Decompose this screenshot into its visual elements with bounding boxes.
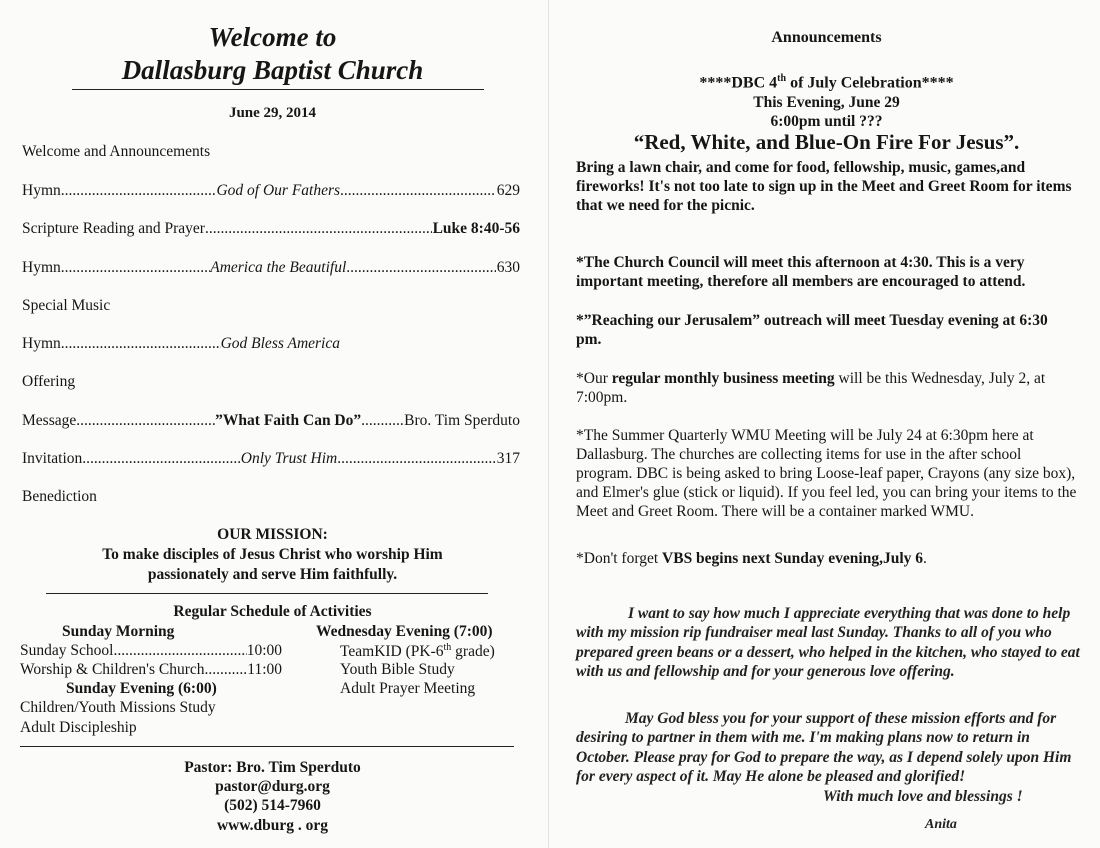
announcement-outreach: *”Reaching our Jerusalem” outreach will meet Tuesday evening at 6:30 pm. [576, 312, 1048, 348]
scripture-reference: Luke 8:40-56 [432, 220, 520, 237]
leader-dots [61, 335, 221, 353]
order-item [22, 335, 340, 353]
order-item [22, 488, 520, 506]
order-item [22, 373, 520, 391]
bulletin-right-page [553, 0, 1100, 848]
schedule-time: 11:00 [247, 661, 282, 678]
order-label: Benediction [22, 488, 97, 505]
leader-dots [337, 450, 496, 468]
event-date: This Evening, June 29 [753, 94, 900, 111]
order-item [22, 143, 520, 161]
mission-line-1: To make disciples of Jesus Christ who worship Him [102, 546, 443, 563]
order-label: Hymn [22, 335, 61, 352]
leader-dots [346, 259, 495, 277]
ordinal-suffix: th [777, 73, 787, 84]
mission-rule [46, 593, 488, 594]
order-label: Welcome and Announcements [22, 143, 211, 160]
order-label: Special Music [22, 297, 111, 314]
page-fold [548, 0, 549, 848]
hymn-title: God Bless America [220, 335, 340, 352]
schedule-item [20, 642, 282, 660]
order-label: Hymn [22, 182, 61, 199]
order-item [22, 220, 520, 238]
leader-dots [61, 182, 217, 200]
mission-heading: OUR MISSION: [217, 526, 328, 543]
order-label: Invitation [22, 450, 83, 467]
leader-dots [205, 220, 432, 238]
business-emphasis: regular monthly business meeting [611, 370, 835, 387]
announcement-vbs [576, 549, 1078, 568]
title-rule [72, 89, 484, 90]
schedule-children-youth: Children/Youth Missions Study [20, 699, 216, 716]
schedule-item [20, 661, 282, 679]
hymn-number: 630 [496, 259, 520, 276]
vbs-emphasis: VBS begins next Sunday evening,July 6 [662, 550, 924, 567]
hymn-number: 629 [496, 182, 521, 199]
event-title-end: of July Celebration**** [786, 74, 954, 92]
pastor-name: Pastor: Bro. Tim Sperduto [184, 759, 361, 776]
event-title [553, 73, 1100, 92]
hymn-title: Only Trust Him [240, 450, 338, 467]
hymn-title: America the Beautiful [210, 259, 347, 276]
church-name: Dallasburg Baptist Church [121, 55, 424, 85]
leader-dots [82, 450, 241, 468]
order-label: Message [22, 412, 77, 429]
announcement-business-meeting [576, 369, 1072, 407]
order-label: Scripture Reading and Prayer [22, 220, 205, 237]
letter-signature: Anita [925, 817, 957, 832]
title-line-1: Welcome to [208, 22, 337, 52]
order-label: Hymn [22, 259, 61, 276]
church-website: www.dburg . org [216, 817, 329, 834]
order-item [22, 450, 520, 468]
order-label: Offering [22, 373, 76, 390]
vbs-prefix: *Don't forget [576, 550, 663, 567]
announcement-wmu: *The Summer Quarterly WMU Meeting will be July 24 at 6:30pm here at Dallasburg. The churches are collecting items for use in the after school program. DBC is being asked to bring Loose-leaf paper, Crayons (any size box), and Elmer's glue (stick or liquid). If you feel led, you can bring your items to the Meet and Greet Room. There will be a container marked WMU. [576, 427, 1077, 520]
schedule-adult-prayer: Adult Prayer Meeting [340, 680, 476, 697]
schedule-wednesday-evening: Wednesday Evening (7:00) [316, 623, 493, 640]
leader-dots [113, 642, 246, 660]
schedule-label: Worship & Children's Church [20, 661, 205, 678]
teamkid-grade: grade) [451, 643, 495, 661]
mission-line-2: passionately and serve Him faithfully. [147, 566, 398, 583]
leader-dots [76, 412, 215, 430]
event-time: 6:00pm until ??? [770, 113, 883, 130]
event-slogan: “Red, White, and Blue-On Fire For Jesus”. [633, 130, 1020, 154]
order-item [22, 297, 520, 315]
hymn-title: God of Our Fathers [216, 182, 341, 199]
event-details: Bring a lawn chair, and come for food, fellowship, music, games,and fireworks! It's not too late to sign up in the Meet and Greet Room for items that we need for the picnic. [576, 159, 1072, 214]
bulletin-left-page [0, 0, 545, 848]
service-date: June 29, 2014 [228, 105, 317, 121]
schedule-teamkid [340, 642, 495, 661]
pastor-email: pastor@durg.org [215, 778, 330, 795]
leader-dots [205, 661, 248, 679]
vbs-suffix: . [923, 550, 927, 567]
business-details: will be this Wednesday, July 2, at 7:00pm. [576, 370, 1046, 406]
schedule-title: Regular Schedule of Activities [173, 603, 372, 620]
schedule-youth-bible: Youth Bible Study [340, 661, 455, 678]
event-title-start: ****DBC 4 [699, 74, 778, 92]
sermon-title: ”What Faith Can Do” [215, 412, 362, 429]
schedule-sunday-evening: Sunday Evening (6:00) [66, 680, 217, 697]
business-prefix: *Our [576, 370, 612, 387]
church-phone: (502) 514-7960 [224, 797, 321, 814]
ordinal-suffix: th [443, 642, 452, 653]
schedule-label: Sunday School [20, 642, 114, 659]
letter-paragraph-2: May God bless you for your support of these mission efforts and for desiring to partner in them with me. I'm making plans now to return in October. Please pray for God to prepare the way, as I depend solely upon Him for every aspect of it. May He alone be pleased and glorified! [576, 710, 1072, 786]
leader-dots [361, 412, 403, 430]
schedule-rule [20, 746, 514, 747]
schedule-adult-discipleship: Adult Discipleship [20, 719, 137, 736]
teamkid-label: TeamKID (PK-6 [340, 643, 444, 661]
preacher-name: Bro. Tim Sperduto [404, 412, 520, 429]
hymn-number: 317 [496, 450, 520, 467]
order-item [22, 182, 520, 200]
order-item [22, 259, 520, 277]
schedule-time: 10:00 [246, 642, 282, 659]
leader-dots [340, 182, 496, 200]
announcement-council: *The Church Council will meet this afternoon at 4:30. This is a very important meeting, therefore all members are encouraged to attend. [576, 254, 1026, 290]
schedule-sunday-morning: Sunday Morning [62, 623, 175, 640]
order-item [22, 412, 520, 430]
letter-paragraph-1: I want to say how much I appreciate everything that was done to help with my mission rip fundraiser meal last Sunday. Thanks to all of you who prepared green beans or a dessert, who helped in the kitchen, who stayed to eat with us and fellowship and for your generous love offering. [576, 605, 1080, 681]
letter-closing: With much love and blessings ! [823, 788, 1023, 805]
announcements-heading: Announcements [771, 29, 882, 46]
leader-dots [61, 259, 210, 277]
